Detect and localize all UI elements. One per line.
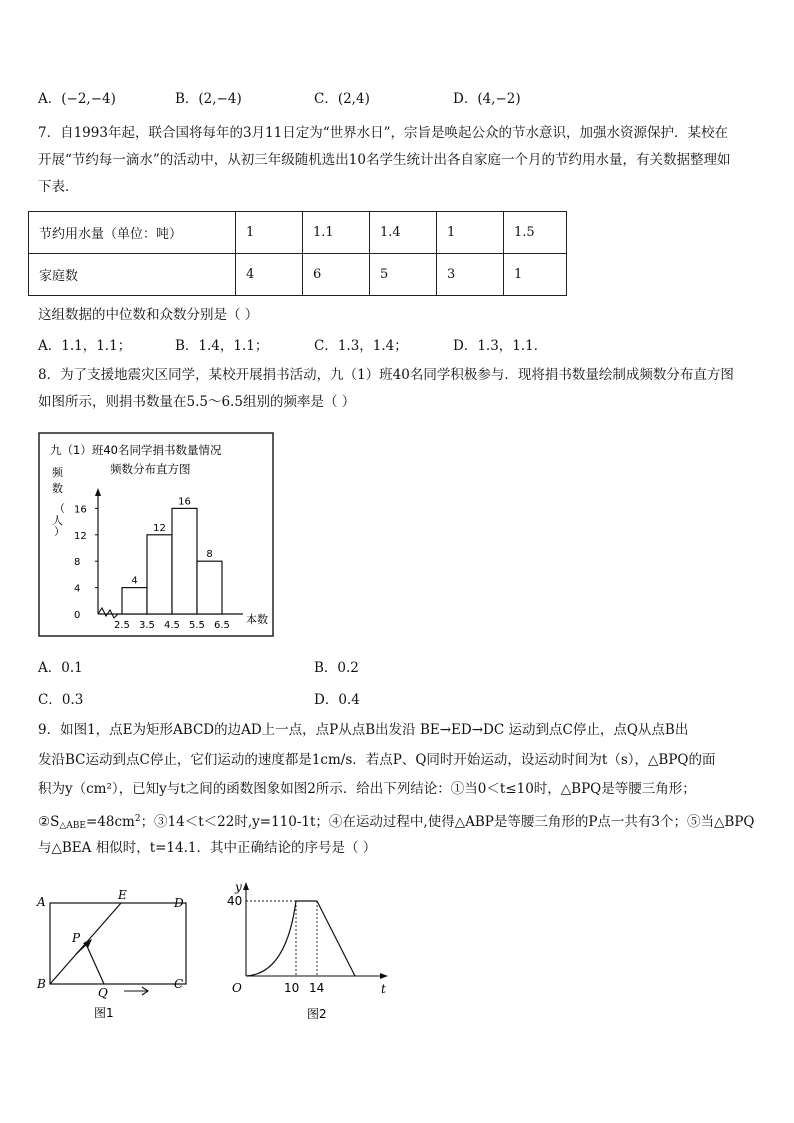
- q7-option-c: C．1.3，1.4；: [314, 338, 408, 354]
- q6-option-c: C．(2,4): [314, 91, 370, 107]
- q6-option-a: A．(−2,−4): [38, 91, 116, 107]
- ylabel-char: 频: [52, 466, 63, 479]
- table-cell: 5: [370, 254, 437, 296]
- ylabel-char: （: [54, 502, 65, 515]
- q9-line-2: 发沿BC运动到点C停止，它们运动的速度都是1cm/s．若点P、Q同时开始运动，设运动时间为t（s），△BPQ的面: [38, 751, 716, 768]
- y-tick-label: 16: [74, 504, 87, 516]
- q9-line-4-sup: 2: [134, 813, 141, 824]
- label-p: P: [72, 931, 81, 945]
- label-40: 40: [227, 894, 243, 908]
- q7-option-d: D．1.3，1.1．: [453, 338, 548, 354]
- x-tick-label: 6.5: [214, 620, 230, 631]
- label-b: B: [37, 977, 46, 991]
- label-e: E: [118, 888, 127, 902]
- chart-ylabel: [52, 465, 65, 538]
- histogram-bar: [147, 535, 172, 614]
- q6-option-d: D．(4,−2): [453, 91, 521, 107]
- label-14: 14: [309, 981, 325, 995]
- table-cell: 1.1: [303, 212, 370, 254]
- table-cell: 1.5: [504, 212, 567, 254]
- label-10: 10: [284, 981, 300, 995]
- histogram-bar: [172, 508, 197, 614]
- label-a: A: [37, 895, 46, 909]
- y-tick-label: 12: [74, 530, 87, 542]
- figure-1: [36, 884, 196, 1024]
- chart-subtitle: 频数分布直方图: [110, 462, 191, 476]
- q7-line-1: 7．自1993年起，联合国将每年的3月11日定为“世界水日”，宗旨是唤起公众的节水意识，加强水资源保护．某校在: [38, 125, 729, 141]
- histogram-bar: [197, 561, 222, 614]
- bar-data-label: 4: [131, 575, 138, 587]
- y-axis-arrow: [95, 488, 101, 496]
- axis-break: [98, 608, 118, 618]
- label-d: D: [174, 896, 184, 910]
- q7-line-3: 下表．: [38, 179, 79, 195]
- table-cell: 节约用水量（单位：吨）: [29, 212, 236, 254]
- q9-stem: [38, 716, 760, 864]
- q9-line-4: [38, 805, 760, 835]
- bar-data-label: 8: [206, 549, 213, 561]
- ylabel-char: 人: [52, 514, 63, 527]
- bar-data-label: 12: [153, 522, 166, 534]
- label-o: O: [232, 981, 242, 995]
- q7-question: 这组数据的中位数和众数分别是（ ）: [38, 307, 259, 323]
- x-axis-arrow: [380, 973, 388, 979]
- x-tick-label: 3.5: [139, 620, 155, 631]
- q9-line-4-a: ②S: [38, 813, 60, 830]
- rectangle-abcd: [50, 903, 186, 984]
- curve-parabola: [246, 901, 296, 976]
- q7-line-2: 开展“节约每一滴水”的活动中，从初三年级随机选出10名学生统计出各自家庭一个月的节约用水量，有关数据整理如: [38, 152, 731, 168]
- histogram-chart: [38, 432, 274, 638]
- label-c: C: [174, 977, 184, 991]
- label-q: Q: [98, 986, 108, 1000]
- figure-2-caption: 图2: [307, 1007, 327, 1021]
- figure-1-caption: 图1: [94, 1006, 114, 1020]
- label-t: t: [381, 982, 386, 996]
- label-y: y: [235, 880, 242, 894]
- q9-line-5: 与△BEA 相似时，t=14.1．其中正确结论的序号是（ ）: [38, 840, 377, 856]
- q8-option-a: A．0.1: [38, 660, 83, 676]
- table-cell: 6: [303, 254, 370, 296]
- x-tick-label: 5.5: [189, 620, 205, 631]
- table-row: [29, 254, 567, 296]
- q9-line-4-c: ；③14＜t＜22时,y=110-1t；④在运动过程中,使得△ABP是等腰三角形的P点一共有3个；⑤当△BPQ: [140, 813, 755, 830]
- chart-bars: [122, 496, 222, 614]
- chart-xlabel: 本数: [246, 613, 268, 626]
- q8-options-row1: [38, 656, 758, 678]
- q8-line-1: 8．为了支援地震灾区同学，某校开展捐书活动，九（1）班40名同学积极参与．现将捐书数量绘制成频数分布直方图: [38, 367, 734, 383]
- table-cell: 3: [437, 254, 504, 296]
- segment-decline: [317, 901, 355, 976]
- bar-data-label: 16: [178, 496, 191, 508]
- q8-line-2: 如图所示，则捐书数量在5.5～6.5组别的频率是（ ）: [38, 394, 356, 410]
- segment-pq: [86, 944, 104, 984]
- q8-option-d: D．0.4: [314, 692, 360, 708]
- x-tick-label: 4.5: [164, 620, 180, 631]
- chart-title: 九（1）班40名同学捐书数量情况: [50, 443, 222, 457]
- q7-data-table: [28, 211, 567, 296]
- q9-line-4-sub: △ABE: [59, 820, 86, 831]
- q9-line-1: 9．如图1，点E为矩形ABCD的边AD上一点，点P从点B出发沿 BE→ED→DC 运动到点C停止，点Q从点B出: [38, 722, 689, 738]
- table-cell: 1: [504, 254, 567, 296]
- x-tick-label: 2.5: [114, 620, 130, 631]
- table-cell: 家庭数: [29, 254, 236, 296]
- table-cell: 1: [236, 212, 303, 254]
- q8-options-row2: [38, 688, 758, 710]
- q8-stem: [38, 362, 760, 416]
- ylabel-char: ）: [54, 525, 65, 538]
- q6-option-b: B．(2,−4): [175, 91, 242, 107]
- table-cell: 1: [437, 212, 504, 254]
- y-tick-label: 0: [74, 610, 81, 621]
- y-axis-arrow: [243, 882, 249, 890]
- y-tick-label: 4: [74, 583, 81, 595]
- table-cell: 1.4: [370, 212, 437, 254]
- q8-option-c: C．0.3: [38, 692, 84, 708]
- table-cell: 4: [236, 254, 303, 296]
- q7-stem: [38, 120, 760, 201]
- q6-options: [38, 87, 758, 109]
- table-row: [29, 212, 567, 254]
- y-tick-label: 8: [74, 557, 81, 569]
- q7-option-a: A．1.1，1.1；: [38, 338, 132, 354]
- q9-line-3: 积为y（cm²），已知y与t之间的函数图象如图2所示．给出下列结论：①当0＜t≤10时，△BPQ是等腰三角形；: [38, 781, 696, 797]
- q7-options: [38, 334, 758, 356]
- q9-line-4-b: =48cm: [85, 813, 135, 830]
- ylabel-char: 数: [52, 482, 63, 495]
- q8-option-b: B．0.2: [314, 660, 359, 676]
- histogram-bar: [122, 588, 147, 614]
- q7-option-b: B．1.4，1.1；: [175, 338, 269, 354]
- figure-2: [224, 878, 394, 1024]
